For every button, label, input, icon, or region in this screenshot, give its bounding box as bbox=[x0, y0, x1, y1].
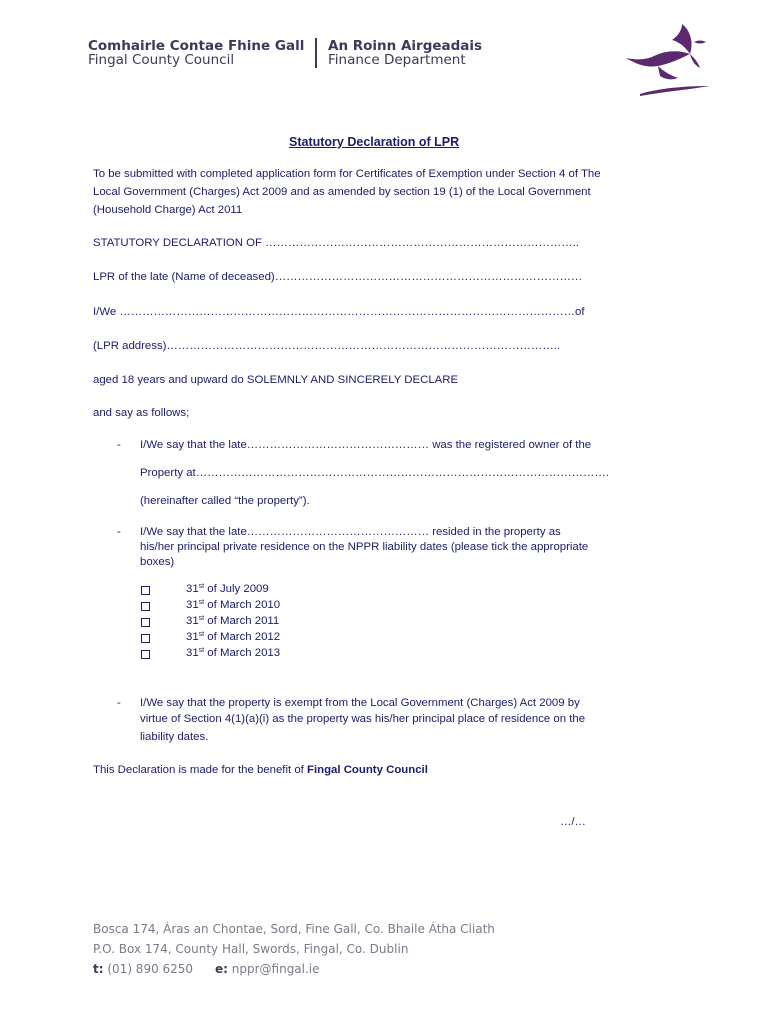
checkbox-2010[interactable] bbox=[141, 602, 150, 611]
item1-line-2[interactable]: Property at………………………………………………………………………………………………. bbox=[140, 467, 609, 479]
checkbox-2011[interactable] bbox=[141, 618, 150, 627]
item2-line-2: his/her principal private residence on the NPPR liability dates (please tick the appropriate bbox=[140, 541, 589, 553]
item2-line-3: boxes) bbox=[140, 556, 175, 568]
deceased-name-field[interactable]: LPR of the late (Name of deceased)……………………………………………………………………… bbox=[93, 271, 583, 283]
header-divider bbox=[315, 38, 317, 68]
bullet-marker: - bbox=[117, 697, 121, 709]
item3-line-2: virtue of Section 4(1)(a)(i) as the property was his/her principal place of residence on the bbox=[140, 713, 586, 725]
department-name-english: Finance Department bbox=[328, 52, 466, 68]
continued-marker: …/… bbox=[560, 816, 586, 828]
declarant-name-field[interactable]: I/We …………………………………………………………………………………………………………of bbox=[93, 306, 585, 318]
bullet-marker: - bbox=[117, 439, 121, 451]
checkbox-2013[interactable] bbox=[141, 650, 150, 659]
footer-telephone: t: (01) 890 6250 bbox=[93, 962, 194, 976]
intro-line-3: (Household Charge) Act 2011 bbox=[93, 204, 243, 216]
item1-line-3: (hereinafter called “the property”). bbox=[140, 495, 310, 507]
council-name-english: Fingal County Council bbox=[88, 52, 235, 68]
checkbox-2012[interactable] bbox=[141, 634, 150, 643]
bird-logo-icon bbox=[620, 20, 715, 98]
date-label-2012: 31st of March 2012 bbox=[186, 631, 281, 643]
intro-line-2: Local Government (Charges) Act 2009 and as amended by section 19 (1) of the Local Government bbox=[93, 186, 591, 198]
aged-declaration-text: aged 18 years and upward do SOLEMNLY AND SINCERELY DECLARE bbox=[93, 374, 459, 386]
date-label-2009: 31st of July 2009 bbox=[186, 583, 269, 595]
date-label-2013: 31st of March 2013 bbox=[186, 647, 281, 659]
council-name-irish: Comhairle Contae Fhine Gall bbox=[88, 38, 305, 54]
department-name-irish: An Roinn Airgeadais bbox=[328, 38, 483, 54]
document-title: Statutory Declaration of LPR bbox=[289, 135, 460, 149]
benefit-statement: This Declaration is made for the benefit of Fingal County Council bbox=[93, 764, 428, 776]
date-label-2011: 31st of March 2011 bbox=[186, 615, 280, 627]
say-as-follows-text: and say as follows; bbox=[93, 407, 190, 419]
item3-line-1: I/We say that the property is exempt from the Local Government (Charges) Act 2009 by bbox=[140, 697, 580, 709]
bullet-marker: - bbox=[117, 526, 121, 538]
footer-address-english: P.O. Box 174, County Hall, Swords, Fingal, Co. Dublin bbox=[93, 942, 409, 956]
item3-line-3: liability dates. bbox=[140, 731, 209, 743]
footer-address-irish: Bosca 174, Áras an Chontae, Sord, Fine Gall, Co. Bhaile Átha Cliath bbox=[93, 922, 495, 936]
item1-line-1[interactable]: I/We say that the late………………………………………… was the registered owner of the bbox=[140, 439, 592, 451]
item2-line-1[interactable]: I/We say that the late………………………………………… resided in the property as bbox=[140, 526, 561, 538]
checkbox-2009[interactable] bbox=[141, 586, 150, 595]
lpr-address-field[interactable]: (LPR address)………………………………………………………………………………………….. bbox=[93, 340, 561, 352]
statutory-declaration-of-field[interactable]: STATUTORY DECLARATION OF ……………………………………………………………………….. bbox=[93, 237, 580, 249]
date-label-2010: 31st of March 2010 bbox=[186, 599, 281, 611]
footer-email[interactable]: e: nppr@fingal.ie bbox=[215, 962, 320, 976]
benefit-organisation: Fingal County Council bbox=[307, 764, 428, 776]
intro-line-1: To be submitted with completed application form for Certificates of Exemption under Section 4 of The bbox=[93, 168, 601, 180]
